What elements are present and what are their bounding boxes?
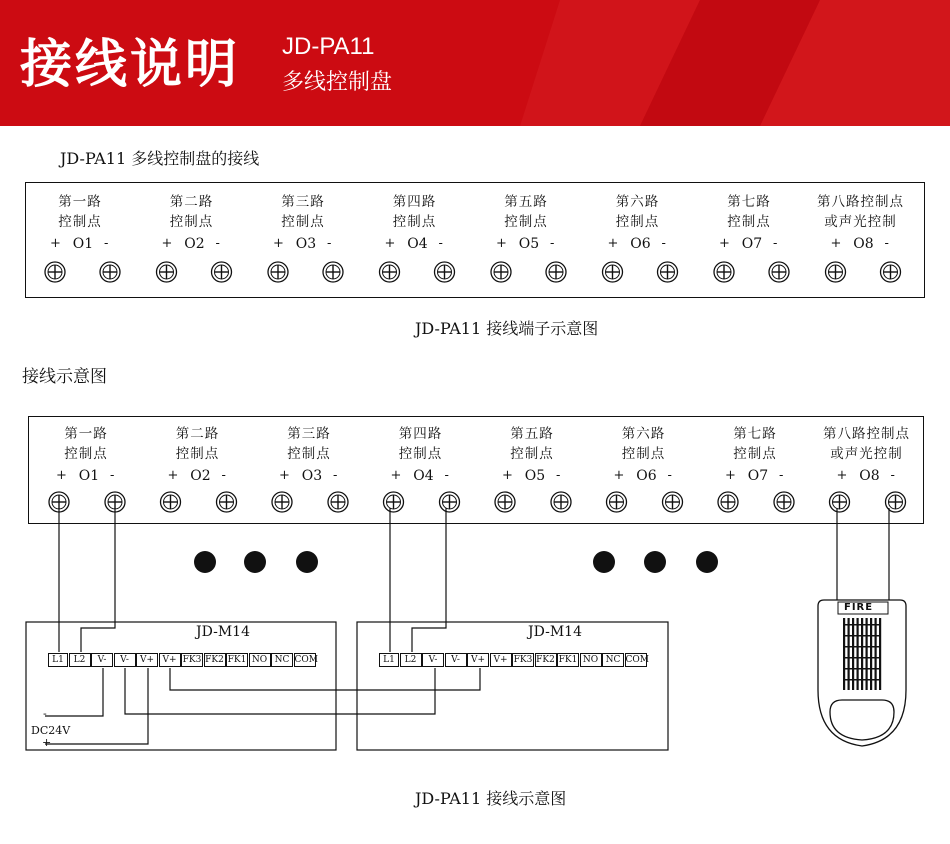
grille-bar bbox=[843, 668, 881, 670]
pin-terminal: FK3 bbox=[513, 655, 533, 665]
terminal-name: O1 bbox=[72, 236, 94, 252]
terminal-label-line2: 控制点 bbox=[727, 214, 771, 230]
screw-icon bbox=[495, 492, 515, 512]
power-label: DC24V bbox=[31, 724, 71, 737]
terminal-pos-sign: + bbox=[607, 236, 619, 251]
terminal-name: O4 bbox=[407, 236, 428, 252]
terminal-screws bbox=[45, 262, 906, 512]
terminal-pos-sign: + bbox=[167, 468, 179, 483]
terminal-label-line2: 控制点 bbox=[398, 446, 443, 462]
terminal-neg-sign: - bbox=[779, 468, 784, 483]
grille-bar bbox=[843, 657, 881, 659]
terminal-name: O2 bbox=[184, 236, 205, 252]
pin-terminal: FK1 bbox=[227, 655, 247, 665]
screw-icon bbox=[272, 492, 292, 512]
terminal-pos-sign: + bbox=[279, 468, 290, 483]
pin-terminal: FK1 bbox=[558, 655, 578, 665]
device-box-1 bbox=[26, 622, 336, 750]
terminal-label-line1: 第八路控制点 bbox=[817, 194, 904, 210]
screw-icon bbox=[217, 492, 237, 512]
wire-o1-neg bbox=[81, 508, 115, 652]
pin-terminal: V+ bbox=[159, 653, 181, 667]
terminal-label-line2: 控制点 bbox=[504, 214, 548, 230]
terminal-label-line2: 控制点 bbox=[392, 214, 437, 230]
terminal-neg-sign: - bbox=[104, 236, 109, 251]
screw-icon bbox=[546, 262, 566, 282]
screw-icon bbox=[769, 262, 789, 282]
terminal-pos-sign: + bbox=[273, 236, 284, 251]
terminal-label-line2: 控制点 bbox=[621, 446, 666, 462]
terminal-label-line2: 或声光控制 bbox=[830, 446, 903, 462]
terminal-neg-sign: - bbox=[890, 468, 895, 483]
screw-icon bbox=[714, 262, 734, 282]
terminal-name: O1 bbox=[78, 468, 100, 484]
wire-bus-pos bbox=[170, 668, 480, 690]
terminal-neg-sign: - bbox=[556, 468, 561, 483]
device-title-1: JD-M14 bbox=[196, 624, 250, 640]
terminal-label-line1: 第五路 bbox=[504, 194, 548, 210]
terminal-pos-sign: + bbox=[836, 468, 848, 483]
screw-icon bbox=[100, 262, 120, 282]
device-box-2 bbox=[357, 622, 668, 750]
terminal-label-line1: 第五路 bbox=[510, 426, 554, 442]
pin-terminal: NO bbox=[249, 653, 271, 667]
terminal-neg-sign: - bbox=[444, 468, 449, 483]
terminal-pos-sign: + bbox=[613, 468, 625, 483]
screw-icon bbox=[551, 492, 571, 512]
terminal-label-line2: 控制点 bbox=[169, 214, 214, 230]
section-title: 接线示意图 bbox=[22, 367, 107, 387]
terminal-name: O5 bbox=[518, 236, 540, 252]
terminal-label-line2: 控制点 bbox=[615, 214, 660, 230]
device-title-2: JD-M14 bbox=[528, 624, 582, 640]
screw-icon bbox=[157, 262, 177, 282]
screw-icon bbox=[603, 262, 623, 282]
terminal-name: O5 bbox=[524, 468, 546, 484]
pin-terminal: V- bbox=[91, 653, 113, 667]
grille-bar bbox=[843, 646, 881, 648]
terminal-pos-sign: + bbox=[725, 468, 736, 483]
screw-icon bbox=[826, 262, 846, 282]
terminal-pos-sign: + bbox=[830, 236, 842, 251]
terminal-name: O2 bbox=[190, 468, 211, 484]
pin-terminal: FK3 bbox=[182, 655, 202, 665]
terminal-pos-sign: + bbox=[719, 236, 730, 251]
pin-terminal: FK2 bbox=[205, 655, 224, 665]
terminal-name: O8 bbox=[853, 236, 874, 252]
pin-terminal: COM bbox=[294, 655, 318, 665]
pin-terminal: L1 bbox=[48, 653, 68, 667]
terminal-pos-sign: + bbox=[56, 468, 67, 483]
terminal-neg-sign: - bbox=[333, 468, 338, 483]
screw-icon bbox=[328, 492, 348, 512]
terminal-label-line1: 第二路 bbox=[175, 426, 220, 442]
terminal-label-line1: 第一路 bbox=[58, 194, 102, 210]
bottom-caption: JD-PA11 接线示意图 bbox=[415, 789, 567, 808]
pin-terminal: V- bbox=[114, 653, 136, 667]
terminal-name: O7 bbox=[741, 236, 763, 252]
pin-terminal: V+ bbox=[490, 653, 512, 667]
screw-icon bbox=[435, 262, 455, 282]
terminal-label-line1: 第七路 bbox=[727, 194, 771, 210]
terminal-caption: JD-PA11 接线端子示意图 bbox=[415, 319, 599, 338]
banner-subtitle: 多线控制盘 bbox=[282, 70, 393, 95]
terminal-label-line1: 第八路控制点 bbox=[823, 426, 910, 442]
ellipsis-dot bbox=[296, 551, 318, 573]
ellipsis-dot bbox=[644, 551, 666, 573]
screw-icon bbox=[774, 492, 794, 512]
terminal-label-line1: 第二路 bbox=[169, 194, 214, 210]
terminal-neg-sign: - bbox=[215, 236, 220, 251]
pin-terminal: NC bbox=[602, 653, 624, 667]
screw-icon bbox=[663, 492, 683, 512]
terminal-label-line1: 第六路 bbox=[615, 194, 660, 210]
terminal-name: O7 bbox=[747, 468, 769, 484]
screw-icon bbox=[658, 262, 678, 282]
terminal-label-line2: 控制点 bbox=[281, 214, 325, 230]
terminal-neg-sign: - bbox=[327, 236, 332, 251]
terminal-name: O6 bbox=[630, 236, 651, 252]
terminal-neg-sign: - bbox=[773, 236, 778, 251]
pin-terminal: L2 bbox=[69, 653, 91, 667]
terminal-neg-sign: - bbox=[884, 236, 889, 251]
terminal-label-line1: 第四路 bbox=[392, 194, 437, 210]
screw-icon bbox=[268, 262, 288, 282]
terminal-label-line2: 控制点 bbox=[58, 214, 102, 230]
ellipsis-dot bbox=[244, 551, 266, 573]
terminal-name: O3 bbox=[301, 468, 323, 484]
wire-power-neg bbox=[45, 668, 103, 716]
screw-icon bbox=[380, 262, 400, 282]
terminal-pos-sign: + bbox=[384, 236, 396, 251]
terminal-pos-sign: + bbox=[502, 468, 513, 483]
pin-terminal: COM bbox=[625, 655, 649, 665]
grille-bar bbox=[843, 679, 881, 681]
screw-icon bbox=[212, 262, 232, 282]
ellipsis-dot bbox=[593, 551, 615, 573]
sound-light-alarm bbox=[818, 600, 906, 746]
screw-icon bbox=[881, 262, 901, 282]
power-pos-sign: + bbox=[42, 736, 52, 749]
terminal-label-line2: 控制点 bbox=[733, 446, 777, 462]
screw-icon bbox=[718, 492, 738, 512]
pin-terminal: L2 bbox=[400, 653, 422, 667]
pin-terminal: V+ bbox=[136, 653, 158, 667]
screw-icon bbox=[323, 262, 343, 282]
terminal-pos-sign: + bbox=[496, 236, 507, 251]
terminal-neg-sign: - bbox=[550, 236, 555, 251]
wire-o4-neg bbox=[412, 508, 446, 652]
terminal-label-line1: 第一路 bbox=[64, 426, 108, 442]
grille-bar bbox=[843, 624, 881, 626]
terminal-label-line1: 第四路 bbox=[398, 426, 443, 442]
alarm-label: FIRE bbox=[844, 602, 874, 613]
pin-terminal: V+ bbox=[467, 653, 489, 667]
ellipsis-dot bbox=[194, 551, 216, 573]
terminal-pos-sign: + bbox=[161, 236, 173, 251]
grille-bar bbox=[843, 635, 881, 637]
terminal-pos-sign: + bbox=[390, 468, 402, 483]
terminal-label-line2: 或声光控制 bbox=[824, 214, 897, 230]
top-caption: JD-PA11 多线控制盘的接线 bbox=[60, 149, 260, 168]
terminal-label-line1: 第三路 bbox=[281, 194, 325, 210]
terminal-neg-sign: - bbox=[667, 468, 672, 483]
terminal-label-line2: 控制点 bbox=[64, 446, 108, 462]
terminal-label-line2: 控制点 bbox=[175, 446, 220, 462]
pin-terminal: FK2 bbox=[536, 655, 555, 665]
banner-model: JD-PA11 bbox=[282, 33, 375, 60]
pin-terminal: L1 bbox=[379, 653, 399, 667]
terminal-neg-sign: - bbox=[438, 236, 443, 251]
terminal-neg-sign: - bbox=[221, 468, 226, 483]
ellipsis-dots bbox=[194, 551, 718, 573]
wires bbox=[45, 508, 889, 744]
pin-terminal: NC bbox=[271, 653, 293, 667]
terminal-name: O6 bbox=[636, 468, 657, 484]
terminal-name: O8 bbox=[859, 468, 880, 484]
terminal-neg-sign: - bbox=[661, 236, 666, 251]
wire-bus-neg bbox=[125, 668, 435, 714]
pin-terminal: V- bbox=[445, 653, 467, 667]
screw-icon bbox=[161, 492, 181, 512]
screw-icon bbox=[45, 262, 65, 282]
terminal-neg-sign: - bbox=[110, 468, 115, 483]
terminal-label-line2: 控制点 bbox=[510, 446, 554, 462]
terminal-name: O3 bbox=[295, 236, 317, 252]
terminal-pos-sign: + bbox=[50, 236, 61, 251]
terminal-label-line1: 第六路 bbox=[621, 426, 666, 442]
power-neg-sign: - bbox=[43, 707, 47, 720]
screw-icon bbox=[440, 492, 460, 512]
pin-terminal: NO bbox=[580, 653, 602, 667]
terminal-label-line1: 第三路 bbox=[287, 426, 331, 442]
banner-title: 接线说明 bbox=[20, 35, 241, 95]
screw-icon bbox=[384, 492, 404, 512]
terminal-label-line1: 第七路 bbox=[733, 426, 777, 442]
terminal-label-line2: 控制点 bbox=[287, 446, 331, 462]
screw-icon bbox=[830, 492, 850, 512]
screw-icon bbox=[491, 262, 511, 282]
terminal-name: O4 bbox=[413, 468, 434, 484]
alarm-grille bbox=[843, 618, 881, 690]
screw-icon bbox=[607, 492, 627, 512]
pin-terminal: V- bbox=[422, 653, 444, 667]
ellipsis-dot bbox=[696, 551, 718, 573]
